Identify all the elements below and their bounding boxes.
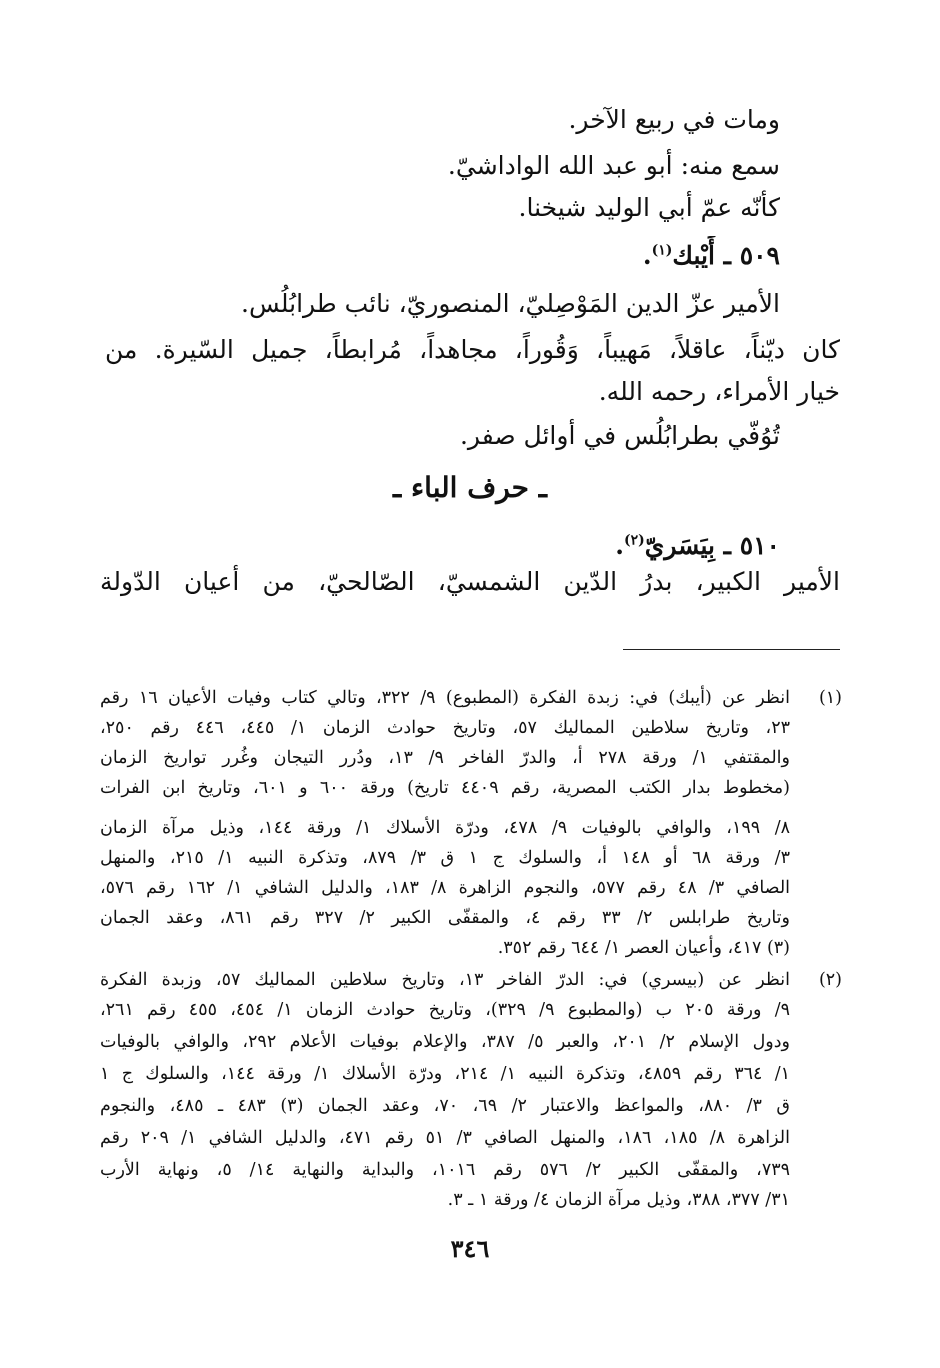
entry-name: بِيَسَريّ (644, 531, 715, 560)
entry-number: ٥٠٩ ـ (723, 241, 780, 270)
footnote-line: والمقتفي ١/ ورقة ٢٧٨ أ، والدرّ الفاخر ٩/ ١٣، ودُرر التيجان وغُرر تواريخ الزمان (100, 748, 790, 768)
footnote-line: ٧٣٩، والمقفّى الكبير ٢/ ٥٧٦ رقم ١٠١٦، والبداية والنهاية ١٤/ ٥، ونهاية الأرب (100, 1160, 790, 1180)
body-line: كان ديّناً، عاقلاً، مَهيباً، وَقُوراً، مجاهداً، مُرابطاً، جميل السّيرة. من (105, 335, 840, 364)
footnote-line: الزاهرة ٨/ ١٨٥، ١٨٦، والمنهل الصافي ٣/ ٥١ رقم ٤٧١، والدليل الشافي ١/ ٢٠٩ رقم (100, 1128, 790, 1148)
footnote-line: ٨/ ١٩٩، والوافي بالوفيات ٩/ ٤٧٨، ودرّة الأسلاك ١/ ورقة ١٤٤، وذيل مرآة الزمان (100, 818, 790, 838)
footnote-line: انظر عن (بيسري) في: الدرّ الفاخر ١٣، وتاريخ سلاطين المماليك ٥٧، وزبدة الفكرة (100, 970, 790, 990)
body-line: كأنّه عمّ أبي الوليد شيخنا. (518, 193, 780, 222)
footnote-line: ٣/ ورقة ٦٨ أو ١٤٨ أ، والسلوك ج ١ ق ٣/ ٨٧٩، وتذكرة النبيه ١/ ٢١٥، والمنهل (100, 848, 790, 868)
page-number: ٣٤٦ (450, 1234, 490, 1263)
footnote-marker: (١) (818, 688, 842, 708)
footnote-line: ق ٣/ ٨٨٠، والمواعظ والاعتبار ٢/ ٦٩، ٧٠، وعقد الجمان (٣) ٤٨٣ ـ ٤٨٥، والنجوم (100, 1096, 790, 1116)
entry-end: . (615, 531, 624, 560)
footnote-ref: (١) (651, 242, 673, 259)
section-heading: ـ حرف الباء ـ (393, 471, 547, 504)
footnote-marker: (٢) (818, 970, 842, 990)
body-line: خيار الأمراء، رحمه الله. (598, 377, 840, 406)
footnote-line: ٣١/ ٣٧٧، ٣٨٨، وذيل مرآة الزمان ٤/ ورقة ١ ـ ٣. (447, 1190, 790, 1210)
entry-name: أَيْبك (672, 241, 715, 270)
body-line: ومات في ربيع الآخر. (568, 105, 780, 134)
footnote-line: ٢٣، وتاريخ سلاطين المماليك ٥٧، وتاريخ حوادث الزمان ١/ ٤٤٥، ٤٤٦ رقم ٢٥٠، (100, 718, 790, 738)
footnote-separator (623, 649, 840, 650)
footnote-line: (مخطوط بدار الكتب المصرية، رقم ٤٤٠٩ تاريخ) ورقة ٦٠٠ و ٦٠١، وتاريخ ابن الفرات (100, 778, 790, 798)
footnote-line: وتاريخ طرابلس ٢/ ٣٣ رقم ٤، والمقفّى الكبير ٢/ ٣٢٧ رقم ٨٦١، وعقد الجمان (100, 908, 790, 928)
body-line: تُوُفّي بطرابُلُس في أوائل صفر. (459, 421, 780, 450)
footnote-line: (٣) ٤١٧، وأعيان العصر ١/ ٦٤٤ رقم ٣٥٢. (497, 938, 790, 958)
footnote-line: الصافي ٣/ ٤٨ رقم ٥٧٧، والنجوم الزاهرة ٨/ ١٨٣، والدليل الشافي ١/ ١٦٢ رقم ٥٧٦، (100, 878, 790, 898)
footnote-line: ١/ ٣٦٤ رقم ٤٨٥٩، وتذكرة النبيه ١/ ٢١٤، ودرّة الأسلاك ١/ ورقة ١٤٤، والسلوك ج ١ (100, 1064, 790, 1084)
footnote-ref: (٢) (624, 532, 645, 549)
entry-heading-509 (643, 236, 780, 278)
footnote-line: انظر عن (أيبك) في: زبدة الفكرة (المطبوع) ٩/ ٣٢٢، وتالي كتاب وفيات الأعيان ١٦ رقم (100, 688, 790, 708)
body-line: سمع منه: أبو عبد الله الواداشيّ. (447, 151, 780, 180)
entry-number: ٥١٠ ـ (723, 531, 780, 560)
body-line: الأمير عزّ الدين المَوْصِليّ، المنصوريّ، نائب طرابُلُس. (241, 289, 780, 318)
footnote-line: ودول الإسلام ٢/ ٢٠١، والعبر ٥/ ٣٨٧، والإعلام بوفيات الأعلام ٢٩٢، والوافي بالوفيات (100, 1032, 790, 1052)
footnote-line: ٩/ ورقة ٢٠٥ ب (والمطبوع ٩/ ٣٢٩)، وتاريخ حوادث الزمان ١/ ٤٥٤، ٤٥٥ رقم ٢٦١، (100, 1000, 790, 1020)
body-line: الأمير الكبير، بدرُ الدّين الشمسيّ، الصّالحيّ، من أعيان الدّولة (100, 567, 840, 596)
entry-end: . (642, 241, 652, 270)
